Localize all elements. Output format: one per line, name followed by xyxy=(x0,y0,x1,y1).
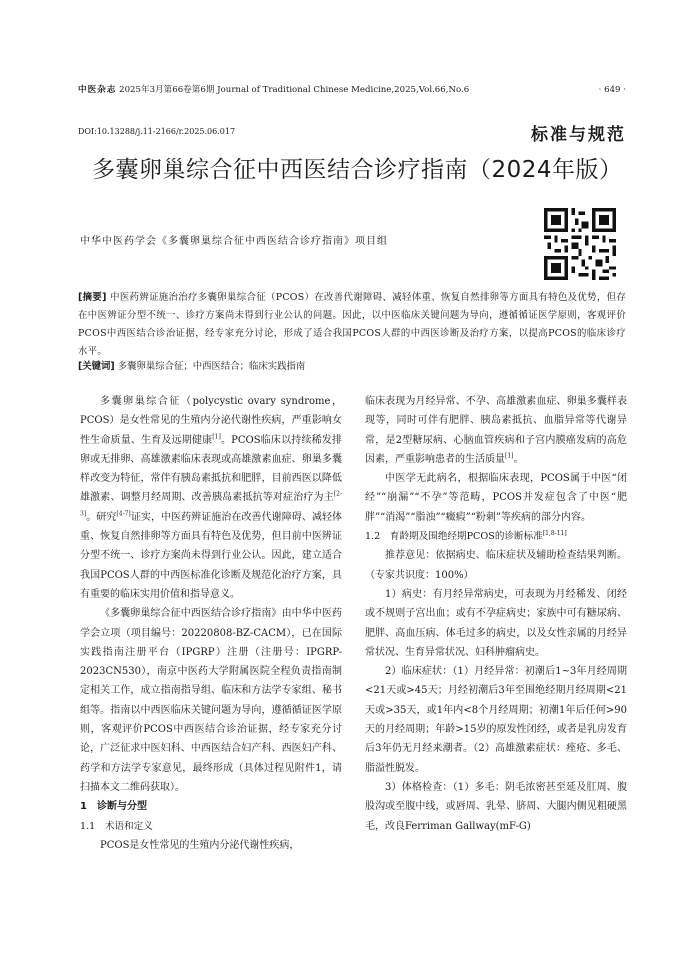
qr-code-icon[interactable] xyxy=(544,208,616,280)
journal-citation: 2025年3月第66卷第6期 Journal of Traditional Chinese Medicine,2025,Vol.66,No.6 xyxy=(119,85,470,95)
keywords-text: 多囊卵巢综合征；中西医结合；临床实践指南 xyxy=(117,361,306,372)
tcm-paragraph: 中医学无此病名，根据临床表现，PCOS属于中医“闭经”“崩漏”“不孕”等范畴，PCOS并发症包含了中医“肥胖”“消渴”“脂浊”“癥瘕”“粉刺”等疾病的部分内容。 xyxy=(365,473,627,523)
authors: 中华中医药学会《多囊卵巢综合征中西医结合诊疗指南》项目组 xyxy=(80,236,388,247)
doi: DOI:10.13288/j.11-2166/r.2025.06.017 xyxy=(78,127,236,136)
subsection-heading-1-1: 1.1 术语和定义 xyxy=(80,820,153,832)
citation-ref[interactable]: [1,8-11] xyxy=(542,529,567,537)
citation-ref[interactable]: [4-7] xyxy=(116,510,131,518)
definition-text: 临床表现为月经异常、不孕、高雄激素血症、卵巢多囊样表现等，同时可伴有肥胖、胰岛素抵抗、血脂异常等代谢异常，是2型糖尿病、心脑血管疾病和子宫内膜癌发病的高危因素，严重影响患者的生活质量 xyxy=(365,396,627,465)
abstract-label: [摘要] xyxy=(78,292,107,303)
right-column xyxy=(365,392,627,836)
guideline-paragraph: 《多囊卵巢综合征中西医结合诊疗指南》由中华中医药学会立项（项目编号：20220808-BZ-CACM），已在国际实践指南注册平台（IPGRP）注册（注册号：IPGRP-2023CN530），南京中医药大学附属医院全程负责指南制定相关工作，成立指南指导组、临床和方法学专家组、秘书组等。指南以中西医临床关键问题为导向，遵循循证医学原则，客观评价PCOS中西医结合诊治证据，经专家充分讨论，广泛征求中医妇科、中西医结合妇产科、西医妇产科、药学和方法学专家意见，最终形成（具体过程见附件1，请扫描本文二维码获取）。 xyxy=(80,608,342,793)
citation-ref[interactable]: [1] xyxy=(212,433,221,441)
definition-continued xyxy=(365,392,627,469)
page-number: · 649 · xyxy=(598,85,626,95)
abstract xyxy=(78,289,626,361)
section-heading-1: 1 诊断与分型 xyxy=(80,801,147,813)
section-tag: 标准与规范 xyxy=(531,125,626,145)
keywords xyxy=(78,358,626,376)
subsection-heading-1-2 xyxy=(365,527,627,546)
definition-end: 。 xyxy=(513,453,524,465)
citation-ref[interactable]: [2-3] xyxy=(80,491,342,518)
left-column xyxy=(80,392,342,855)
intro-text-4: 证实，中医药辨证施治在改善代谢障碍、减轻体重、恢复自然排卵等方面具有特色及优势，但目前中医辨证分型不统一、诊疗方案尚未得到行业公认。因此，建立适合我国PCOS人群的中西医标准化诊断及规范化治疗方案，具有重要的临床实用价值和指导意义。 xyxy=(80,511,343,600)
history-paragraph: 1）病史：有月经异常病史，可表现为月经稀发、闭经或不规则子宫出血；或有不孕症病史；家族中可有糖尿病、肥胖、高血压病、体毛过多的病史，以及女性亲属的月经异常状况、生育异常状况、妇科肿瘤病史。 xyxy=(365,588,627,658)
definition-paragraph: PCOS是女性常见的生殖内分泌代谢性疾病， xyxy=(100,839,300,851)
keywords-label: [关键词] xyxy=(78,361,115,372)
intro-text-1: 多囊卵巢综合征（polycystic ovary syndrome，PCOS）是女性常见的生殖内分泌代谢性疾病，严重影响女性生命质量、生育及远期健康 xyxy=(80,396,342,446)
symptoms-paragraph: 2）临床症状：（1）月经异常：初潮后1~3年月经周期<21天或>45天；月经初潮后3年至围绝经期月经周期<21天或>35天，或1年内<8个月经周期；初潮1年后任何>90天的月经周期；年龄>15岁的原发性闭经，或者是乳房发育后3年仍无月经来潮者。（2）高雄激素症状：痤疮、多毛、脂溢性脱发。 xyxy=(365,666,627,774)
exam-paragraph: 3）体格检查：（1）多毛：阴毛浓密甚至延及肛周、腹股沟或至腹中线，或唇周、乳晕、脐周、大腿内侧见粗硬黑毛，改良Ferriman Gallway(mF-G) xyxy=(365,781,627,832)
recommendation-paragraph: 推荐意见：依据病史、临床症状及辅助检查结果判断。（专家共识度：100%） xyxy=(365,550,627,581)
abstract-text: 中医药辨证施治治疗多囊卵巢综合征（PCOS）在改善代谢障碍、减轻体重、恢复自然排卵等方面具有特色及优势，但存在中医辨证分型不统一、诊疗方案尚未得到行业公认的问题。因此，以中医临床关键问题为导向，遵循循证医学原则，客观评价PCOS中西医结合诊治证据，经专家充分讨论，形成了适合我国PCOS人群的中西医诊断及治疗方案，以提高PCOS的临床诊疗水平。 xyxy=(78,292,627,357)
citation-ref[interactable]: [1] xyxy=(505,452,514,460)
intro-paragraph xyxy=(80,392,342,604)
subsection-heading-text: 1.2 育龄期及围绝经期PCOS的诊断标准 xyxy=(365,531,543,543)
running-header xyxy=(78,82,626,98)
intro-text-2: 。PCOS临床以持续稀发排卵或无排卵、高雄激素临床表现或高雄激素血症、卵巢多囊样改变为特征，常伴有胰岛素抵抗和肥胖，目前西医以降低雄激素、调整月经周期、改善胰岛素抵抗等对症治疗为主 xyxy=(80,434,342,504)
article-title: 多囊卵巢综合征中西医结合诊疗指南（2024年版） xyxy=(92,157,623,183)
journal-name: 中医杂志 xyxy=(78,85,117,95)
intro-text-3: 。研究 xyxy=(86,511,117,523)
